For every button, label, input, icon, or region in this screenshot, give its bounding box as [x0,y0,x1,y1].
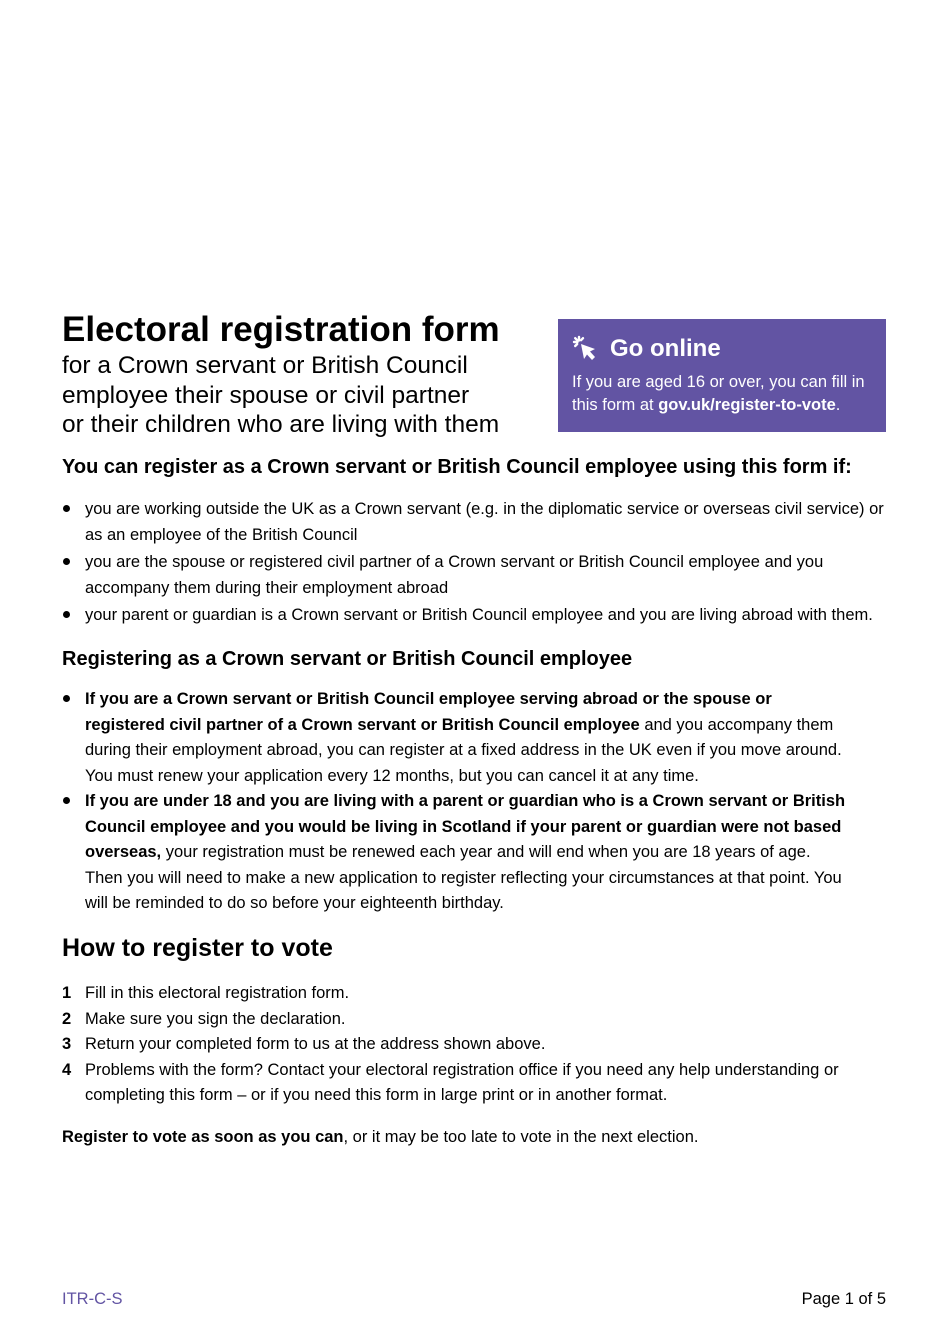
step-item [62,1058,892,1109]
final-note [62,1125,698,1150]
eligibility-list [62,497,892,631]
subtitle-line: for a Crown servant or British Council [62,352,468,379]
list-item: your parent or guardian is a Crown servant or British Council employee and you are living abroad with them. [62,603,892,629]
go-online-box [558,319,886,432]
step-number: 4 [62,1060,72,1079]
final-note-text: , or it may be too late to vote in the next election. [343,1128,699,1146]
go-online-title: Go online [610,335,721,362]
list-item: you are working outside the UK as a Crown servant (e.g. in the diplomatic service or overseas civil service) or as an employee of the British Council [62,497,892,548]
subtitle-line: employee their spouse or civil partner [62,381,470,409]
form-code: ITR-C-S [62,1290,123,1308]
eligibility-heading: You can register as a Crown servant or British Council employee using this form if: [62,456,852,478]
list-item: you are the spouse or registered civil partner of a Crown servant or British Council employee and you accompany them during their employment abroad [62,550,892,601]
how-to-register-heading: How to register to vote [62,934,333,962]
go-online-text-after: . [835,396,841,414]
list-item [62,789,852,917]
registering-heading: Registering as a Crown servant or British Council employee [62,648,633,670]
register-to-vote-link[interactable]: gov.uk/register-to-vote [658,396,836,414]
steps-list [62,981,892,1109]
go-online-text [572,371,872,417]
step-text: Problems with the form? Contact your electoral registration office if you need any help understanding or completing this form – or if you need this form in large print or in another format. [85,1060,839,1104]
go-online-text-before: If you are aged 16 or over, you can fill in this form at [572,373,865,414]
list-item-bold: If you are a Crown servant or British Council employee serving abroad or the spouse or registered civil partner of a Crown servant or British Council employee [85,690,772,734]
list-item-bold: If you are under 18 and you are living with a parent or guardian who is a Crown servant or British Council employee and you would be living in Scotland if your parent or guardian were not based overseas, [85,792,846,861]
go-online-header [572,333,872,365]
step-text: Return your completed form to us at the address shown above. [85,1035,546,1053]
step-item [62,1032,892,1058]
step-number: 3 [62,1035,72,1053]
final-note-bold: Register to vote as soon as you can [62,1128,344,1146]
step-number: 2 [62,1009,72,1028]
list-item [62,687,852,789]
page-number: Page 1 of 5 [801,1290,886,1308]
step-item [62,1007,892,1033]
page-title: Electoral registration form [62,310,500,349]
list-item-text: your registration must be renewed each year and will end when you are 18 years of age. Then you will need to make a new application to register reflecting your circumstances at that point. You will be reminded to do so before your eighteenth birthday. [85,843,842,912]
step-text: Fill in this electoral registration form. [85,984,350,1002]
list-item-text: and you accompany them during their employment abroad, you can register at a fixed address in the UK even if you move around. You must renew your application every 12 months, but you can cancel it at any time. [85,715,842,785]
mouse-pointer-click-icon [572,335,600,363]
step-text: Make sure you sign the declaration. [85,1009,346,1028]
step-number: 1 [62,984,72,1002]
title-block [62,309,542,440]
registering-list [62,687,852,917]
subtitle-line: or their children who are living with them [62,411,500,438]
step-item [62,981,892,1007]
